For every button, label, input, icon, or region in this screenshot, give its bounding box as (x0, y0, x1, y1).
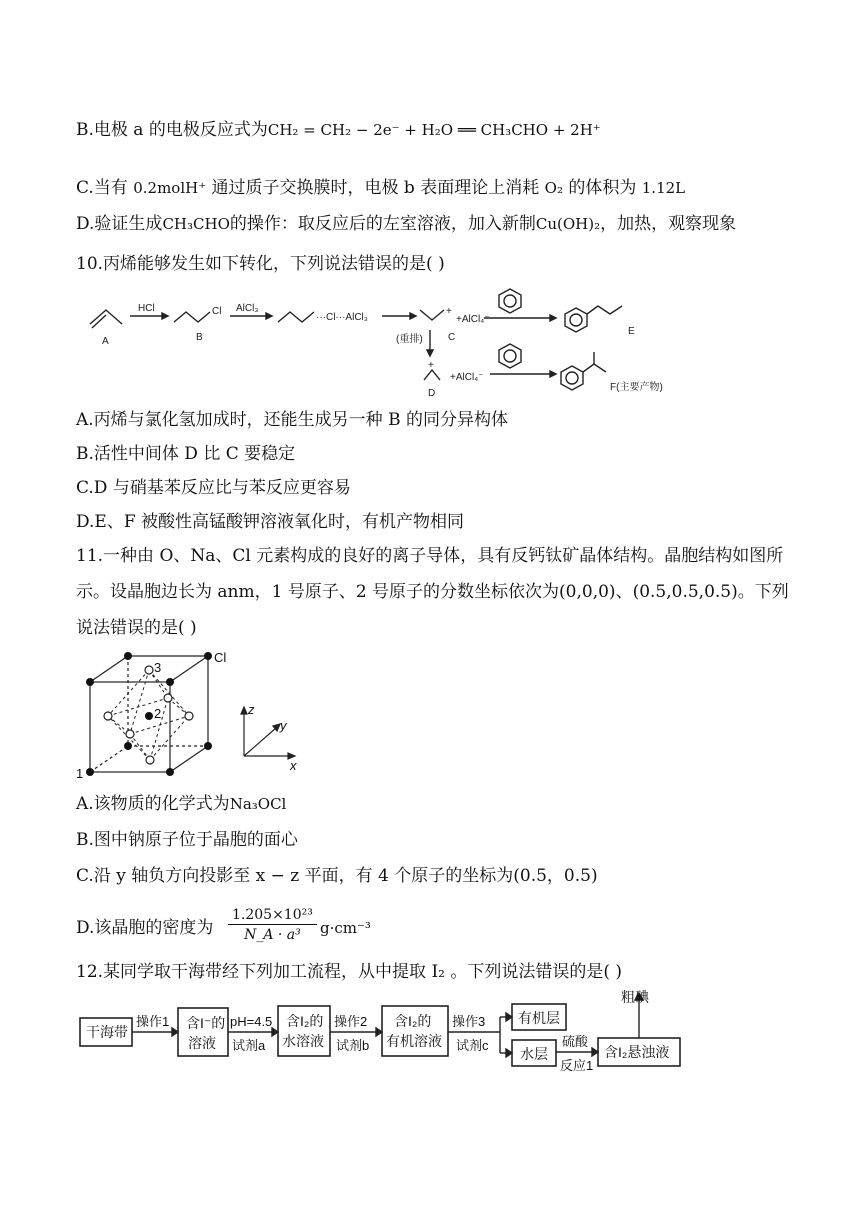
label-c: C (448, 332, 456, 343)
chlorine-label: Cl (212, 306, 222, 317)
cation-d-structure (424, 370, 440, 380)
label-d: D (428, 388, 436, 399)
propene-structure (90, 310, 122, 324)
q9-option-b-formula: CH₂ = CH₂ − 2e⁻ + H₂O ══ CH₃CHO + 2H⁺ (267, 121, 601, 139)
q10-option-b: B.活性中间体 D 比 C 要稳定 (76, 444, 296, 464)
q10-option-c: C.D 与硝基苯反应比与苯反应更容易 (76, 478, 351, 498)
q9-option-b-text: B.电极 a 的电极反应式为 (76, 120, 268, 140)
sulfuric-acid-label: 硫酸 (562, 1034, 589, 1049)
atom-2-label: 2 (154, 706, 162, 721)
atom-1-label: 1 (76, 766, 84, 781)
q10-reaction-scheme (80, 284, 680, 404)
alcl4-label-2: +AlCl₄⁻ (450, 372, 484, 383)
iodine-extraction-flowchart (76, 988, 696, 1078)
cation-c-plus: + (446, 306, 452, 317)
label-f: F(主要产物) (610, 382, 663, 393)
ph-label: pH=4.5 (230, 1014, 273, 1029)
cation-d-plus: + (428, 360, 434, 371)
iodine-organic-label-2: 有机溶液 (386, 1033, 442, 1049)
z-axis-label: z (248, 702, 255, 717)
q11-stem-line1: 11.一种由 O、Na、Cl 元素构成的良好的离子导体，具有反钙钛矿晶体结构。晶胞结构如图所 (76, 546, 784, 566)
q9-option-d-mid: 的操作：取反应后的左室溶液，加入新制 (229, 214, 536, 234)
q11-stem-line3: 说法错误的是( ) (76, 618, 197, 638)
q12-stem: 12.某同学取干海带经下列加工流程，从中提取 I₂ 。下列说法错误的是( ) (76, 962, 623, 982)
label-b: B (196, 332, 203, 343)
cl-label: Cl (214, 650, 227, 665)
q11-option-a (76, 792, 286, 816)
label-e: E (628, 326, 635, 337)
q11-option-d-pre: D.该晶胞的密度为 (76, 918, 214, 938)
iodide-solution-label-2: 溶液 (188, 1035, 216, 1051)
label-a: A (102, 336, 109, 347)
propylbenzene-structure (565, 308, 587, 332)
crystal-cell-figure (74, 646, 314, 786)
atom-3-label: 3 (154, 660, 162, 675)
iodine-aqueous-label-1: 含I₂的 (286, 1013, 324, 1029)
aqueous-layer-label: 水层 (520, 1046, 548, 1062)
reagent-c-label: 试剂c (456, 1038, 489, 1053)
q10-option-a: A.丙烯与氯化氢加成时，还能生成另一种 B 的同分异构体 (76, 410, 508, 430)
operation-2-label: 操作2 (334, 1014, 368, 1029)
iodine-organic-label-1: 含I₂的 (394, 1013, 432, 1029)
center-atom-2 (145, 712, 153, 720)
crude-iodine-label: 粗碘 (621, 989, 649, 1005)
x-axis-label: x (290, 758, 297, 773)
q9-option-c-pre: C.当有 (76, 178, 128, 198)
reagent-alcl3: AlCl₃ (236, 303, 259, 314)
q9-option-c-end: 的体积为 (568, 178, 637, 198)
density-denominator: N_A · a³ (244, 927, 301, 943)
q9-option-d-ch3cho: CH₃CHO (162, 215, 230, 233)
benzene-2 (499, 344, 521, 368)
q10-stem: 10.丙烯能够发生如下转化，下列说法错误的是( ) (76, 254, 445, 274)
chloropropane-structure (174, 312, 210, 322)
q11-option-b: B.图中钠原子位于晶胞的面心 (76, 830, 298, 850)
density-fraction (228, 906, 317, 945)
q9-option-c-charge: 0.2molH⁺ (133, 179, 207, 197)
iodine-aqueous-label-2: 水溶液 (282, 1033, 324, 1049)
cumene-structure (561, 366, 583, 390)
reagent-hcl: HCl (138, 303, 155, 314)
q9-option-c-o2: O₂ (544, 179, 563, 197)
q9-option-b (76, 118, 601, 142)
q9-option-d-end: ，加热，观察现象 (600, 214, 737, 234)
q9-option-c-volume: 1.12L (641, 179, 686, 197)
iodine-suspension-label: 含I₂悬浊液 (604, 1044, 670, 1060)
operation-3-label: 操作3 (452, 1014, 486, 1029)
q11-option-a-pre: A.该物质的化学式为 (76, 794, 230, 814)
reaction-1-label: 反应1 (560, 1058, 594, 1073)
iodide-solution-label-1: 含I⁻的 (186, 1015, 226, 1031)
q11-option-c: C.沿 y 轴负方向投影至 x − z 平面，有 4 个原子的坐标为(0.5，0.5) (76, 866, 598, 886)
operation-1-label: 操作1 (136, 1014, 170, 1029)
q9-option-d (76, 212, 736, 236)
alcl4-label-1: +AlCl₄⁻ (456, 314, 490, 325)
q9-option-c (76, 176, 685, 200)
complex-label: ···Cl···AlCl₃ (316, 312, 368, 323)
q9-option-d-pre: D.验证生成 (76, 214, 163, 234)
q9-option-c-mid: 通过质子交换膜时，电极 b 表面理论上消耗 (211, 178, 540, 198)
q11-option-a-formula: Na₃OCl (229, 795, 287, 813)
cation-c-structure (420, 310, 444, 320)
rearrangement-label: (重排) (396, 334, 423, 345)
q11-stem-line2: 示。设晶胞边长为 anm，1 号原子、2 号原子的分数坐标依次为(0,0,0)、(0.5,0.5,0.5)。下列 (76, 582, 789, 602)
reagent-a-label: 试剂a (232, 1038, 266, 1053)
density-numerator: 1.205×10²³ (228, 906, 317, 925)
density-unit: g·cm⁻³ (320, 919, 371, 937)
organic-layer-label: 有机层 (518, 1010, 560, 1026)
q10-option-d: D.E、F 被酸性高锰酸钾溶液氧化时，有机产物相同 (76, 512, 465, 532)
benzene-1 (499, 289, 521, 313)
q9-option-d-cuoh2: Cu(OH)₂ (535, 215, 601, 233)
y-axis-label: y (280, 718, 287, 733)
dry-kelp-label: 干海带 (86, 1024, 128, 1040)
reagent-b-label: 试剂b (336, 1038, 370, 1053)
